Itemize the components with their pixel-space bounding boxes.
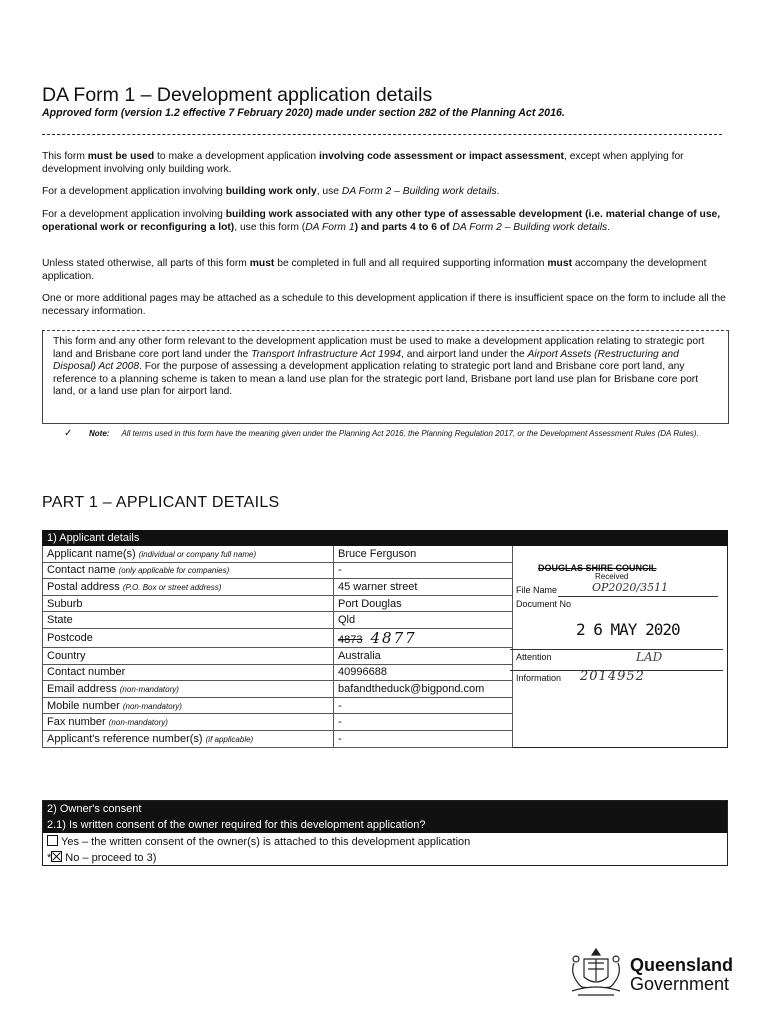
header-divider [42, 134, 722, 135]
note-text: Note: All terms used in this form have the meaning given under the Planning Act 2016, the Planning Regulation 2017, or the Development Assessment Rules (DA Rules). [89, 429, 699, 438]
applicant-row-label: Email address (non-mandatory) [43, 681, 334, 698]
consent-no-checkbox[interactable] [51, 851, 62, 862]
applicant-row-spacer [513, 730, 728, 747]
applicant-row-hint: (non-mandatory) [108, 718, 168, 728]
consent-no-label: No – proceed to 3) [65, 851, 157, 864]
council-received-stamp [510, 563, 723, 695]
applicant-row [43, 546, 728, 563]
note-check-icon: ✓ [64, 428, 73, 439]
applicant-row-label: Postal address (P.O. Box or street address) [43, 579, 334, 596]
applicant-row-hint: (only applicable for companies) [118, 566, 230, 576]
applicant-row-value[interactable]: Australia [334, 647, 513, 664]
applicant-row-label: Contact number [43, 664, 334, 681]
applicant-row-label: Fax number (non-mandatory) [43, 714, 334, 731]
owners-consent-table [42, 800, 728, 866]
owners-consent-header: 2) Owner's consent [43, 801, 728, 818]
stamp-file-name-line [558, 596, 718, 597]
applicant-row-value[interactable]: - [334, 697, 513, 714]
consent-yes-checkbox[interactable] [47, 835, 58, 846]
queensland-government-logo [566, 945, 736, 1001]
consent-yes-label: Yes – the written consent of the owner(s) is attached to this development application [61, 835, 471, 848]
stamp-date: 2 6 MAY 2020 [576, 620, 680, 639]
port-land-notice-box [42, 330, 729, 424]
stamp-divider-1 [510, 649, 723, 650]
owners-consent-question: 2.1) Is written consent of the owner required for this development application? [43, 817, 728, 833]
applicant-row-hint: (P.O. Box or street address) [122, 582, 222, 592]
applicant-row-value[interactable]: Bruce Ferguson [334, 546, 513, 563]
stamp-information-value: 2014952 [580, 669, 645, 684]
applicant-row-hint: (individual or company full name) [138, 549, 257, 559]
stamp-attention-value: LAD [636, 650, 663, 664]
applicant-row-label: Suburb [43, 595, 334, 612]
owners-consent-no-row [43, 849, 728, 866]
applicant-row-value[interactable]: bafandtheduck@bigpond.com [334, 681, 513, 698]
consent-no-marker: * [47, 851, 52, 864]
applicant-row-label: Postcode [43, 628, 334, 647]
postcode-handwritten-correction: 4877 [370, 628, 417, 647]
applicant-row-value[interactable]: 40996688 [334, 664, 513, 681]
applicant-row [43, 697, 728, 714]
applicant-details-header: 1) Applicant details [43, 531, 728, 546]
form-title: DA Form 1 – Development application details [42, 84, 433, 106]
intro-paragraph-1: This form must be used to make a development application involving code assessment or impact assessment, except when applying for development involving only building work. [42, 151, 684, 175]
applicant-row-value[interactable]: - [334, 714, 513, 731]
applicant-row-value[interactable]: 4873 4877 [334, 628, 513, 647]
applicant-row-label: State [43, 612, 334, 629]
stamp-file-name-label: File Name [516, 585, 558, 595]
applicant-row-value[interactable]: Port Douglas [334, 595, 513, 612]
applicant-row-hint: (non-mandatory) [119, 684, 179, 694]
port-land-notice-text: This form and any other form relevant to the development application must be used to make a development application relating to strategic port land and Brisbane core port land under the Transport Infrastructure Act 1994, and airport land under the Airport Assets (Restructuring and Disposal) Act 2008. For the purpose of assessing a development application relating to strategic port land and Brisbane core port land, any reference to a planning scheme is taken to mean a land use plan for the strategic port land, Brisbane port land use plan for Brisbane core port land, or a land use plan for airport land. [53, 336, 705, 397]
applicant-row-value[interactable]: - [334, 562, 513, 579]
applicant-row-label: Contact name (only applicable for companies) [43, 562, 334, 579]
intro-paragraph-4: Unless stated otherwise, all parts of this form must be completed in full and all required supporting information must accompany the development application. [42, 258, 707, 282]
intro-paragraph-5: One or more additional pages may be attached as a schedule to this development application if there is insufficient space on the form to include all the necessary information. [42, 293, 726, 317]
applicant-row-spacer [513, 714, 728, 731]
applicant-row-value[interactable]: Qld [334, 612, 513, 629]
owners-consent-question-row [43, 817, 728, 833]
applicant-row-hint: (non-mandatory) [122, 701, 182, 711]
applicant-row-spacer [513, 546, 728, 563]
stamp-information-label: Information [516, 673, 562, 683]
applicant-row-label: Country [43, 647, 334, 664]
stamp-attention-label: Attention [516, 652, 552, 662]
applicant-row [43, 730, 728, 747]
applicant-row-label: Applicant name(s) (individual or company full name) [43, 546, 334, 563]
applicant-row-value[interactable]: - [334, 730, 513, 747]
stamp-received-label: Received [595, 572, 629, 581]
queensland-government-wordmark: Queensland Government [630, 955, 734, 994]
stamp-council-name: DOUGLAS SHIRE COUNCIL [538, 563, 657, 573]
applicant-row-hint: (if applicable) [205, 734, 254, 744]
intro-paragraph-3: For a development application involving building work associated with any other type of assessable development (i.e. material change of use, operational work or reconfiguring a lot), use this form (DA Form 1) and parts 4 to 6 of DA Form 2 – Building work details. [42, 209, 721, 233]
applicant-row-value[interactable]: 45 warner street [334, 579, 513, 596]
stamp-file-name-value: OP2020/3511 [592, 581, 669, 594]
applicant-row-spacer [513, 697, 728, 714]
queensland-coat-of-arms-icon [566, 945, 626, 1001]
stamp-document-no-label: Document No [516, 599, 572, 609]
applicant-row [43, 714, 728, 731]
applicant-row-label: Applicant's reference number(s) (if applicable) [43, 730, 334, 747]
part-1-heading: PART 1 – APPLICANT DETAILS [42, 494, 280, 511]
form-subtitle: Approved form (version 1.2 effective 7 February 2020) made under section 282 of the Planning Act 2016. [42, 107, 565, 119]
owners-consent-yes-row [43, 833, 728, 849]
applicant-row-label: Mobile number (non-mandatory) [43, 697, 334, 714]
intro-paragraph-2: For a development application involving building work only, use DA Form 2 – Building work details. [42, 186, 500, 197]
